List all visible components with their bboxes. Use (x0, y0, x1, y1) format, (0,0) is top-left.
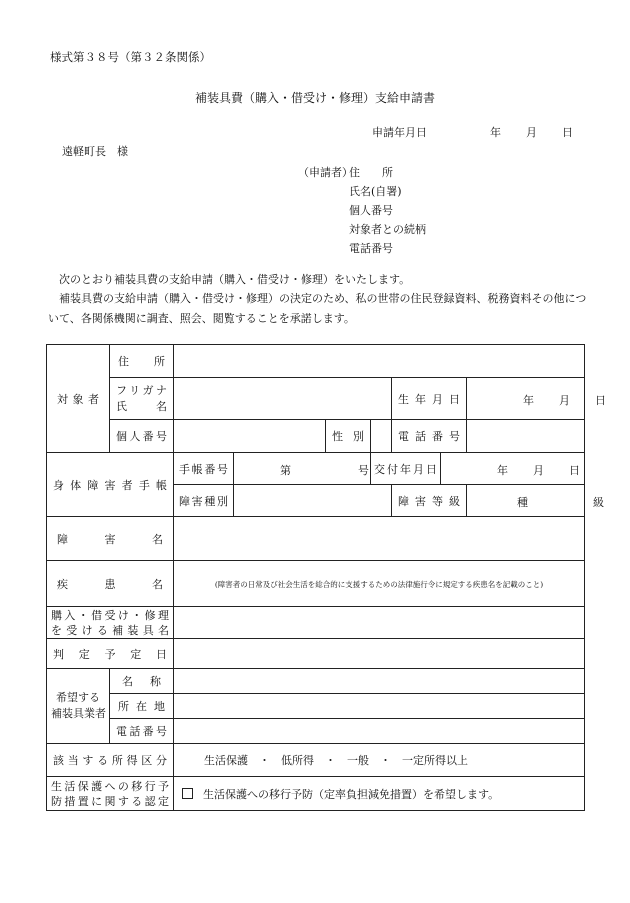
transition-option[interactable] (174, 777, 585, 811)
applicant-personal-number-label: 個人番号 (349, 204, 393, 217)
furigana-name-label (110, 378, 174, 420)
vendor-location-field[interactable] (174, 694, 585, 719)
application-date (372, 124, 582, 138)
form-number: 様式第３８号（第３２条関係） (50, 50, 211, 64)
subject-name-field[interactable] (174, 378, 392, 420)
device-name-field[interactable] (174, 607, 585, 639)
handbook-header: 身体障害者手帳 (47, 453, 174, 517)
subject-address-field[interactable] (174, 345, 585, 378)
application-date-label: 申請年月日 (372, 126, 427, 139)
birth-day: 日 (595, 393, 606, 407)
grade-shu: 種 (517, 495, 528, 509)
disability-name-label: 障害名 (47, 517, 174, 561)
subject-header: 対象者 (47, 345, 110, 453)
handbook-go: 号 (358, 463, 369, 477)
address-label: 住所 (110, 345, 174, 378)
phone-field[interactable] (467, 420, 585, 453)
transition-label-line1: 生活保護への移行予 (51, 779, 169, 793)
vendor-header-line1: 希望する (56, 691, 100, 704)
disease-name-label: 疾患名 (47, 561, 174, 607)
application-year: 年 (490, 126, 501, 139)
issue-date-label: 交付年月日 (371, 453, 441, 485)
handbook-number-field[interactable] (234, 453, 371, 485)
vendor-phone-label: 電話番号 (110, 719, 174, 744)
issue-date-field[interactable] (441, 453, 585, 485)
income-class-label: 該当する所得区分 (47, 744, 174, 777)
transition-label (47, 777, 174, 811)
transition-text: 生活保護への移行予防（定率負担減免措置）を希望します。 (203, 787, 500, 801)
disability-grade-field[interactable] (467, 485, 604, 517)
name-label: 氏名 (116, 399, 167, 413)
birth-month: 月 (559, 393, 570, 407)
judgment-date-field[interactable] (174, 639, 585, 669)
disability-grade-label: 障害等級 (392, 485, 467, 517)
birth-year: 年 (523, 393, 534, 407)
vendor-location-label: 所在地 (110, 694, 174, 719)
device-label (47, 607, 174, 639)
birthdate-field[interactable] (467, 378, 606, 420)
checkbox-icon[interactable] (182, 788, 193, 799)
disability-type-field[interactable] (234, 485, 392, 517)
phone-label: 電話番号 (392, 420, 467, 453)
applicant-relationship-label: 対象者との続柄 (349, 223, 426, 236)
personal-number-label: 個人番号 (110, 420, 174, 453)
furigana-label: フリガナ (116, 383, 167, 397)
applicant-name-label: 氏名(自署) (349, 185, 402, 198)
device-label-line1: 購入・借受け・修理 (51, 608, 169, 622)
birthdate-label: 生年月日 (392, 378, 467, 420)
issue-month: 月 (533, 463, 544, 477)
disease-name-field[interactable] (174, 561, 585, 607)
sex-label: 性別 (326, 420, 371, 453)
disease-note: (障害者の日常及び社会生活を総合的に支援するための法律施行令に規定する疾患名を記載のこと) (214, 580, 544, 589)
application-month: 月 (526, 126, 537, 139)
declaration-consent: 補装具費の支給申請（購入・借受け・修理）の決定のため、私の世帯の住民登録資料、税務資料その他について、各関係機関に調査、照会、閲覧することを承諾します。 (48, 292, 587, 325)
judgment-date-label: 判定予定日 (47, 639, 174, 669)
applicant-label: （申請者） (298, 166, 353, 179)
vendor-header (47, 669, 110, 744)
income-options[interactable]: 生活保護 ・ 低所得 ・ 一般 ・ 一定所得以上 (174, 744, 585, 777)
sex-field[interactable] (371, 420, 392, 453)
application-table (46, 344, 606, 811)
device-label-line2: を受ける補装具名 (51, 623, 169, 637)
personal-number-field[interactable] (174, 420, 326, 453)
handbook-number-label: 手帳番号 (174, 453, 234, 485)
applicant-phone-label: 電話番号 (349, 242, 393, 255)
vendor-name-label: 名称 (110, 669, 174, 694)
applicant-address-label: 住 所 (349, 166, 393, 179)
vendor-phone-field[interactable] (174, 719, 585, 744)
transition-label-line2: 防措置に関する認定 (51, 794, 169, 808)
addressee: 遠軽町長 様 (62, 145, 128, 158)
issue-year: 年 (497, 463, 508, 477)
vendor-name-field[interactable] (174, 669, 585, 694)
disability-type-label: 障害種別 (174, 485, 234, 517)
vendor-header-line2: 補装具業者 (51, 707, 106, 720)
issue-day: 日 (569, 463, 580, 477)
handbook-dai: 第 (280, 463, 291, 477)
form-title: 補装具費（購入・借受け・修理）支給申請書 (194, 91, 435, 105)
grade-kyu: 級 (593, 495, 604, 509)
declaration-request: 次のとおり補装具費の支給申請（購入・借受け・修理）をいたします。 (59, 273, 411, 286)
disability-name-field[interactable] (174, 517, 585, 561)
application-day: 日 (562, 126, 573, 139)
